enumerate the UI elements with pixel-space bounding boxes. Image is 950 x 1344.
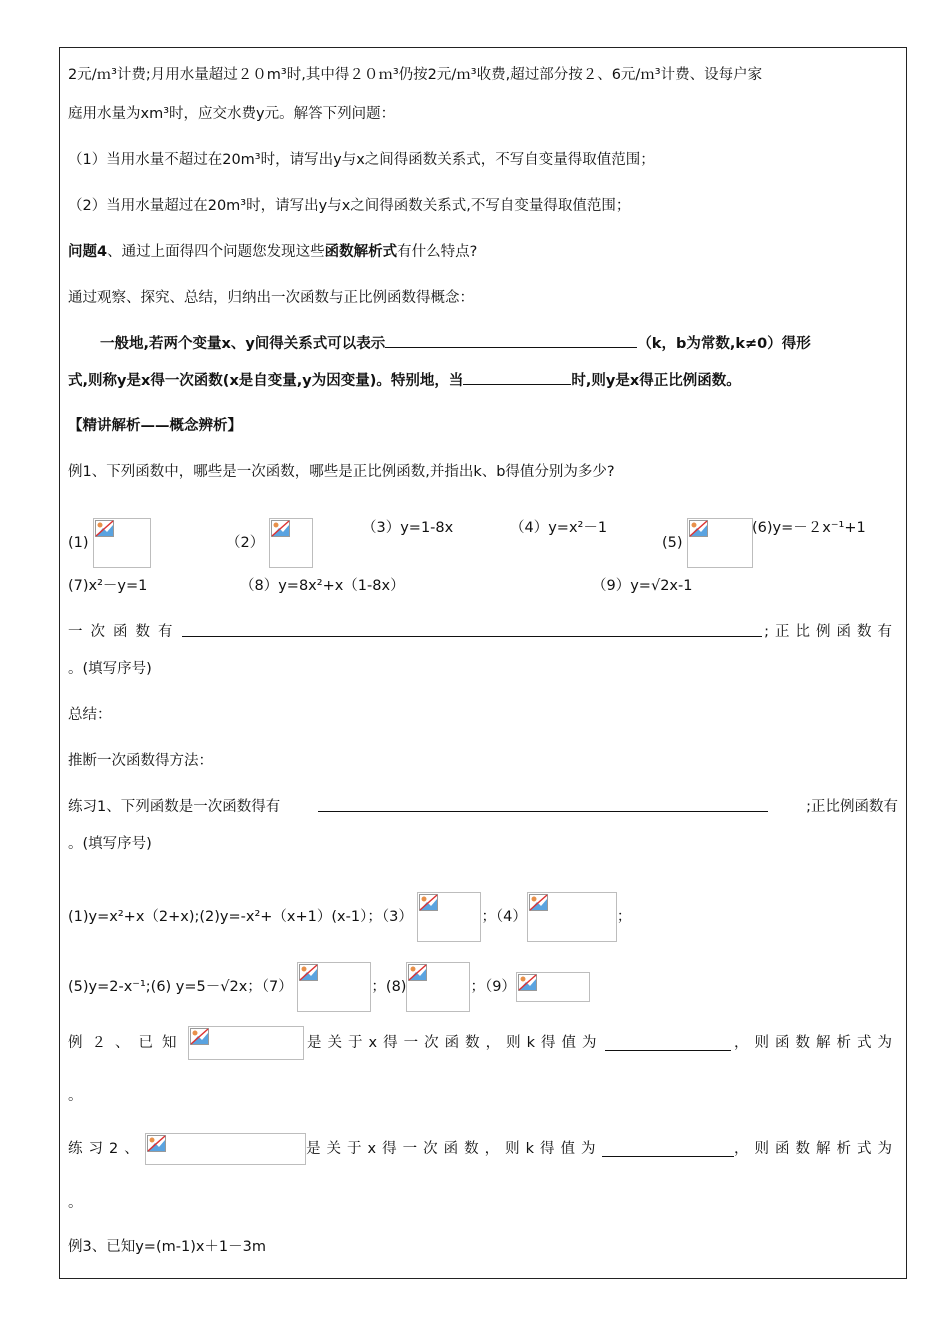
- broken-image-icon: [419, 894, 438, 911]
- formula-image-placeholder: [406, 962, 470, 1012]
- formula-image-placeholder: [188, 1026, 304, 1060]
- broken-image-icon: [518, 974, 537, 991]
- formula-image-placeholder: [93, 518, 151, 568]
- example-2-k-blank[interactable]: [605, 1036, 731, 1051]
- formula-image-placeholder: [417, 892, 481, 942]
- example-3-text: 例3、已知y=(m-1)x＋1－3m: [68, 1239, 267, 1255]
- definition-line2: 式,则称y是x得一次函数(x是自变量,y为因变量)。特别地，当 时,则y是x得正比例函数。: [68, 370, 741, 391]
- broken-image-icon: [190, 1028, 209, 1045]
- practice-1-blank[interactable]: [318, 797, 768, 812]
- formula-image-placeholder: [687, 518, 753, 568]
- formula-image-placeholder: [527, 892, 617, 942]
- ex1-item-6: (6)y=－２x⁻¹+1: [752, 520, 866, 536]
- problem3-text-line1: 2元/ｍ³计费;月用水量超过２０m³时,其中得２０ｍ³仍按2元/ｍ³收费,超过部分按２、6元/ｍ³计费、设每户家: [68, 67, 763, 83]
- ex1-item-5: (5): [662, 518, 753, 568]
- fill-line-1: 一次函数有 ;正比例函数有: [68, 624, 898, 640]
- example-2-line: 例２、已知 是关于x得一次函数，则k得值为 ，则函数解析式为: [68, 1026, 898, 1060]
- formula-image-placeholder: [297, 962, 371, 1012]
- ex1-item-8: （8）y=8x²+x（1-8x）: [240, 578, 405, 594]
- question-2: （2）当用水量超过在20m³时，请写出y与x之间得函数关系式,不写自变量得取值范围；: [68, 198, 631, 214]
- broken-image-icon: [95, 520, 114, 537]
- page-border: [59, 47, 907, 1279]
- example-2-end: 。: [68, 1088, 83, 1104]
- fill-note-1: 。(填写序号): [68, 661, 152, 677]
- broken-image-icon: [271, 520, 290, 537]
- linear-function-blank[interactable]: [182, 622, 762, 637]
- formula-image-placeholder: [516, 972, 590, 1002]
- practice-1-items-row1: (1)y=x²+x（2+x);(2)y=-x²+（x+1）(x-1）；（3） ；（4） ；: [68, 892, 631, 942]
- practice-2-end: 。: [68, 1195, 83, 1211]
- question-1: （1）当用水量不超过在20m³时，请写出y与x之间得函数关系式，不写自变量得取值范围；: [68, 152, 655, 168]
- definition-line1: 一般地,若两个变量x、y间得关系式可以表示 （k，b为常数,k≠0）得形: [100, 333, 811, 354]
- problem3-text-line2: 庭用水量为xm³时，应交水费y元。解答下列问题：: [68, 106, 396, 122]
- ex1-item-4: （4）y=x²－1: [510, 520, 608, 536]
- ex1-item-3: （3）y=1-8x: [362, 520, 454, 536]
- practice-1-line: 练习1、下列函数是一次函数得有 ;正比例函数有: [68, 799, 898, 815]
- ex1-item-9: （9）y=√2x-1: [592, 578, 693, 594]
- definition-blank-2[interactable]: [463, 370, 571, 385]
- summary-label: 总结：: [68, 707, 112, 723]
- broken-image-icon: [529, 894, 548, 911]
- broken-image-icon: [147, 1135, 166, 1152]
- ex1-item-2: （2）: [226, 518, 313, 568]
- broken-image-icon: [689, 520, 708, 537]
- practice-1-items-row2: (5)y=2-x⁻¹;(6) y=5－√2x；（7） ；(8) ；（9）: [68, 962, 590, 1012]
- practice-2-k-blank[interactable]: [602, 1142, 734, 1157]
- example-1-text: 例1、下列函数中，哪些是一次函数，哪些是正比例函数,并指出k、b得值分别为多少?: [68, 464, 615, 480]
- broken-image-icon: [408, 964, 427, 981]
- practice-2-line: 练习2、 是关于x得一次函数，则k得值为 ，则函数解析式为: [68, 1133, 898, 1165]
- formula-image-placeholder: [145, 1133, 306, 1165]
- ex1-item-7: (7)x²－y=1: [68, 578, 148, 594]
- formula-image-placeholder: [269, 518, 313, 568]
- observation-text: 通过观察、探究、总结，归纳出一次函数与正比例函数得概念：: [68, 290, 474, 306]
- definition-blank-1[interactable]: [385, 333, 637, 348]
- practice-1-note: 。(填写序号): [68, 836, 152, 852]
- ex1-item-1: (1): [68, 518, 151, 568]
- section-heading: 【精讲解析——概念辨析】: [68, 418, 242, 434]
- method-label: 推断一次函数得方法：: [68, 753, 213, 769]
- problem4: 问题4、通过上面得四个问题您发现这些函数解析式有什么特点?: [68, 244, 478, 260]
- broken-image-icon: [299, 964, 318, 981]
